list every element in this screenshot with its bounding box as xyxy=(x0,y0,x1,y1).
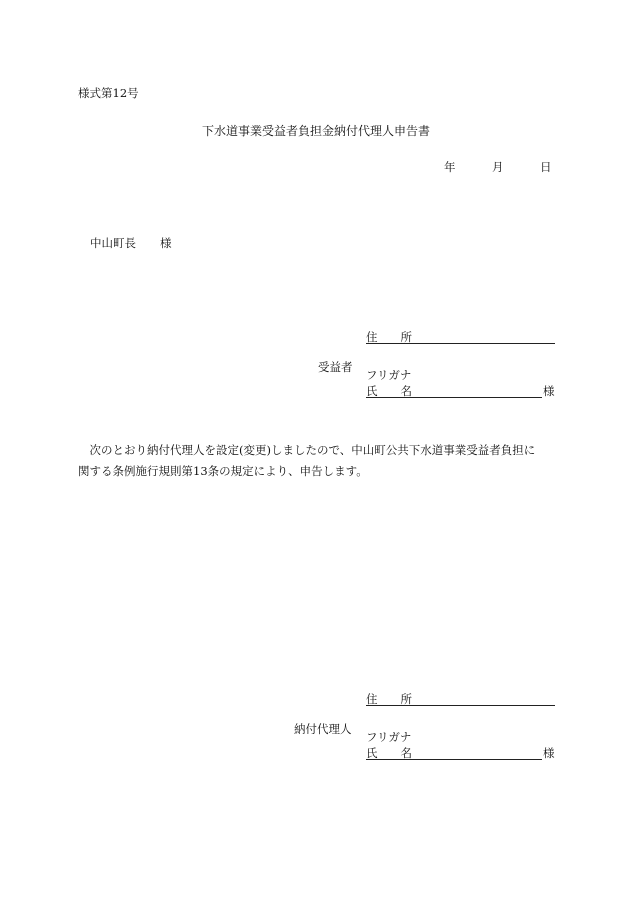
agent-name-line[interactable] xyxy=(366,759,542,760)
agent-address-label: 住 所 xyxy=(366,692,412,706)
agent-honorific: 様 xyxy=(543,746,555,760)
beneficiary-address-line[interactable] xyxy=(366,343,555,344)
beneficiary-name-label: 氏 名 xyxy=(366,384,412,398)
declaration-text xyxy=(78,440,558,482)
date-year-label: 年 xyxy=(444,160,456,174)
agent-address-line[interactable] xyxy=(366,705,555,706)
form-number: 様式第12号 xyxy=(78,86,139,100)
beneficiary-name-line[interactable] xyxy=(366,397,542,398)
agent-role-label: 納付代理人 xyxy=(294,722,352,736)
declaration-line-2: 関する条例施行規則第13条の規定により、申告します。 xyxy=(78,464,368,478)
addressee-name: 中山町長 xyxy=(90,236,136,250)
beneficiary-address-label: 住 所 xyxy=(366,330,412,344)
beneficiary-furigana-label: フリガナ xyxy=(366,368,412,382)
agent-furigana-label: フリガナ xyxy=(366,730,412,744)
beneficiary-honorific: 様 xyxy=(543,384,555,398)
declaration-line-1: 次のとおり納付代理人を設定(変更)しましたので、中山町公共下水道事業受益者負担に xyxy=(78,443,536,457)
date-day-label: 日 xyxy=(540,160,552,174)
addressee-honorific: 様 xyxy=(160,236,172,250)
agent-name-label: 氏 名 xyxy=(366,746,412,760)
document-title: 下水道事業受益者負担金納付代理人申告書 xyxy=(202,124,431,138)
date-month-label: 月 xyxy=(492,160,504,174)
beneficiary-role-label: 受益者 xyxy=(318,360,353,374)
